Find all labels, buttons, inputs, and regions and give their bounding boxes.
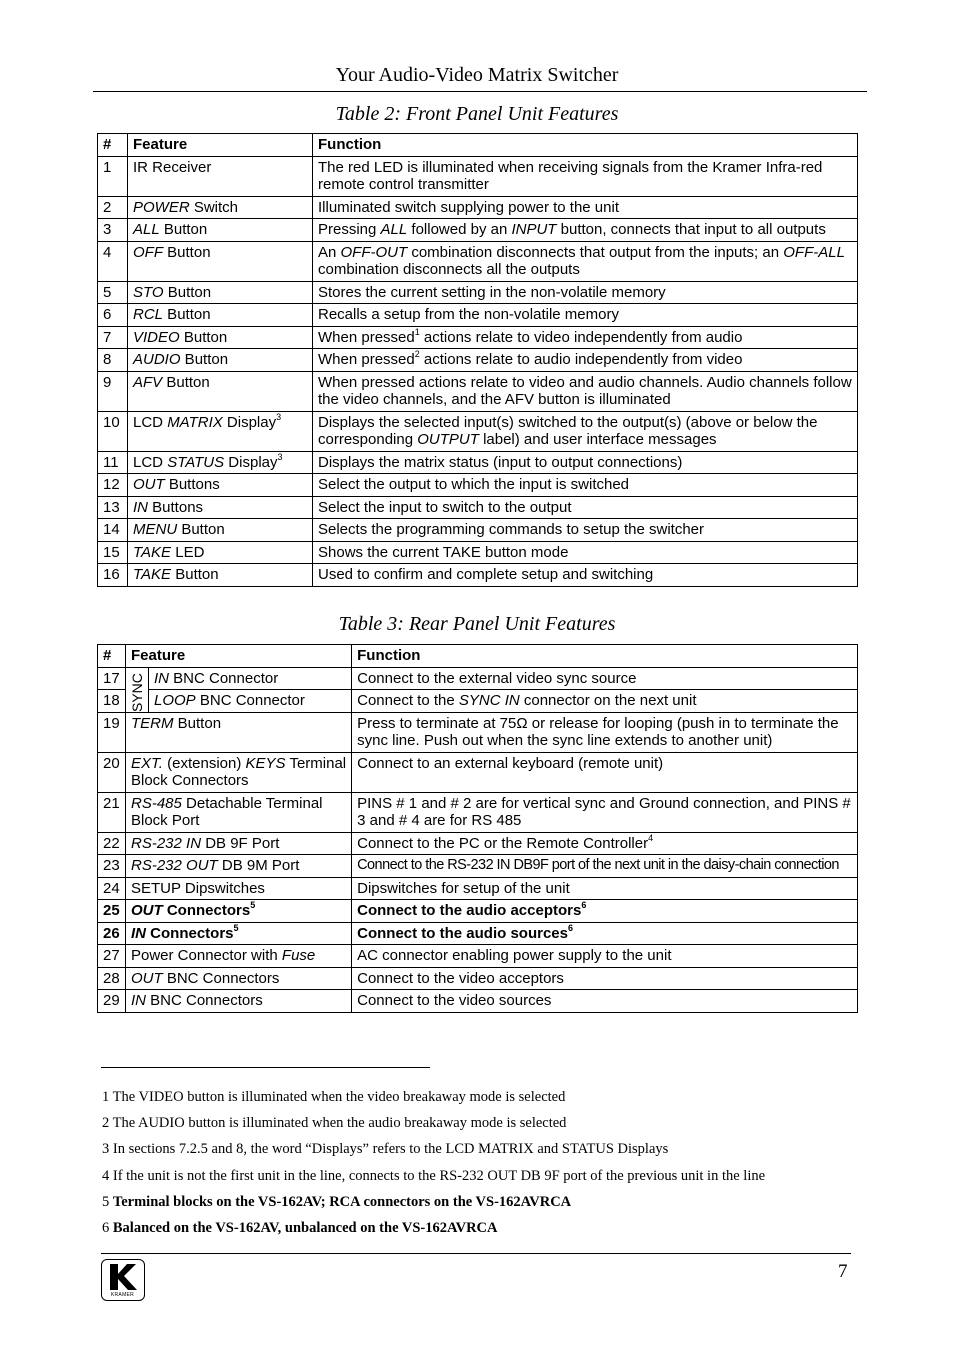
feature-text: Switch — [189, 198, 239, 216]
function-text: PINS # 1 and # 2 are for vertical sync and Ground connection, and PINS # 3 and # 4 are for RS 485 — [357, 794, 851, 829]
row-number: 22 — [98, 832, 126, 855]
feature-name: OUT — [131, 902, 163, 919]
function-text: An — [318, 243, 341, 261]
feature-name: POWER — [133, 198, 190, 216]
row-number: 2 — [98, 196, 128, 219]
feature-text: Button — [173, 714, 222, 732]
function-text: Select the output to which the input is switched — [318, 476, 630, 493]
footnote-number: 3 — [102, 1141, 110, 1157]
function-text: Connect to the external video sync source — [357, 669, 637, 687]
function-cell — [313, 219, 858, 242]
table-row — [98, 326, 858, 349]
function-emphasis: OUTPUT — [417, 431, 479, 448]
feature-cell — [128, 371, 313, 411]
function-text: The red LED is illuminated when receiving signals from the Kramer Infra-red remote control transmitter — [318, 158, 823, 193]
function-cell — [352, 900, 858, 923]
function-text: When pressed — [318, 328, 415, 346]
feature-text: Button — [177, 521, 225, 538]
footnote — [102, 1089, 565, 1106]
feature-cell — [149, 690, 352, 713]
function-text: Used to confirm and complete setup and switching — [318, 566, 654, 583]
function-emphasis: OFF-ALL — [783, 243, 845, 261]
feature-name: RS-232 IN — [131, 834, 202, 852]
feature-text: Power Connector with — [131, 947, 282, 964]
feature-text: Button — [171, 566, 219, 583]
feature-cell — [128, 474, 313, 497]
function-cell — [352, 667, 858, 690]
function-cell — [352, 990, 858, 1013]
feature-cell — [126, 792, 352, 832]
row-number: 19 — [98, 712, 126, 752]
feature-cell — [128, 349, 313, 372]
feature-text: DB 9M Port — [217, 857, 300, 874]
table-header-row — [98, 134, 858, 157]
feature-text: Terminal Block Connectors — [131, 754, 347, 789]
column-header-number: # — [98, 645, 126, 668]
function-cell — [313, 196, 858, 219]
feature-cell — [126, 990, 352, 1013]
footnote-text: The AUDIO button is illuminated when the audio breakaway mode is selected — [112, 1115, 567, 1131]
table-row — [98, 156, 858, 196]
table-row — [98, 196, 858, 219]
feature-name: ALL — [133, 221, 160, 238]
feature-text: BNC Connectors — [146, 992, 263, 1009]
function-text: Displays the selected input(s) switched to the output(s) (above or below the corresponding — [318, 413, 818, 448]
feature-name: AUDIO — [133, 351, 181, 368]
function-text: When pressed — [318, 351, 415, 368]
function-text: Connect to the PC or the Remote Controller — [357, 834, 649, 852]
feature-text: Button — [163, 243, 211, 261]
row-number: 17 — [98, 667, 126, 690]
table-row — [98, 752, 858, 792]
table-row — [98, 712, 858, 752]
feature-cell — [126, 832, 352, 855]
function-cell — [313, 451, 858, 474]
function-text: Pressing — [318, 221, 381, 238]
row-number: 14 — [98, 519, 128, 542]
table-row — [98, 690, 858, 713]
feature-name: OFF — [133, 243, 163, 261]
column-header-number: # — [98, 134, 128, 157]
feature-name: STO — [133, 283, 164, 301]
feature-cell — [128, 411, 313, 451]
feature-text: IR Receiver — [133, 158, 212, 176]
feature-cell — [128, 196, 313, 219]
table-row — [98, 564, 858, 587]
sync-label: SYNC — [129, 672, 145, 712]
function-text: followed by an — [407, 221, 512, 238]
feature-cell — [126, 945, 352, 968]
feature-text: BNC Connector — [169, 669, 279, 687]
feature-text: BNC Connectors — [162, 969, 280, 987]
row-number: 12 — [98, 474, 128, 497]
feature-cell — [126, 712, 352, 752]
kramer-logo — [101, 1259, 145, 1301]
feature-name: RS-485 — [131, 794, 182, 812]
function-cell — [352, 922, 858, 945]
feature-cell — [128, 326, 313, 349]
function-cell — [313, 541, 858, 564]
function-cell — [313, 241, 858, 281]
table-row — [98, 349, 858, 372]
function-text: Stores the current setting in the non-volatile memory — [318, 283, 666, 301]
table-row — [98, 541, 858, 564]
footnote-text: Terminal blocks on the VS-162AV; RCA connectors on the VS-162AVRCA — [112, 1194, 572, 1210]
row-number: 25 — [98, 900, 126, 923]
feature-text: Button — [179, 328, 228, 346]
feature-cell — [126, 855, 352, 878]
row-number: 23 — [98, 855, 126, 878]
column-header-feature: Feature — [126, 645, 352, 668]
function-cell — [313, 349, 858, 372]
row-number: 7 — [98, 326, 128, 349]
table-row — [98, 945, 858, 968]
column-header-function: Function — [352, 645, 858, 668]
feature-name: TERM — [131, 714, 174, 732]
feature-cell — [128, 496, 313, 519]
footnote-ref: 6 — [581, 900, 587, 910]
kramer-k-icon — [107, 1263, 139, 1291]
feature-cell — [126, 922, 352, 945]
feature-text: Button — [180, 351, 229, 368]
table-row — [98, 411, 858, 451]
function-text: Illuminated switch supplying power to the unit — [318, 198, 619, 216]
front-panel-features-table — [97, 133, 858, 587]
function-cell — [313, 496, 858, 519]
feature-name: EXT. — [131, 754, 163, 772]
footnote-ref: 6 — [567, 922, 573, 933]
function-text: AC connector enabling power supply to the unit — [357, 947, 672, 964]
feature-text: Button — [162, 373, 210, 391]
function-text: Connect to the — [357, 692, 459, 709]
feature-cell — [128, 451, 313, 474]
function-text: label) and user interface messages — [478, 431, 717, 448]
function-cell — [313, 371, 858, 411]
rear-panel-features-table — [97, 644, 858, 1013]
footnote-number: 5 — [102, 1194, 110, 1210]
footnote-number: 6 — [102, 1220, 110, 1236]
row-number: 21 — [98, 792, 126, 832]
function-text: Connect to the video sources — [357, 992, 552, 1009]
row-number: 6 — [98, 304, 128, 327]
row-number: 5 — [98, 281, 128, 304]
feature-text: Connectors — [162, 902, 251, 919]
row-number: 24 — [98, 877, 126, 900]
function-text: actions relate to video independently from audio — [419, 328, 743, 346]
feature-name: Fuse — [281, 947, 316, 964]
feature-name: MENU — [133, 521, 178, 538]
row-number: 27 — [98, 945, 126, 968]
row-number: 16 — [98, 564, 128, 587]
function-text: Connect to the audio sources — [357, 924, 568, 942]
feature-name: KEYS — [245, 754, 286, 772]
row-number: 29 — [98, 990, 126, 1013]
function-cell — [313, 474, 858, 497]
function-cell — [352, 752, 858, 792]
function-text: Displays the matrix status (input to output connections) — [318, 453, 683, 471]
footnote-ref: 3 — [276, 411, 282, 422]
table-row — [98, 990, 858, 1013]
feature-cell — [128, 219, 313, 242]
function-cell — [352, 832, 858, 855]
feature-name: LOOP — [154, 692, 196, 709]
function-cell — [352, 877, 858, 900]
table-row — [98, 451, 858, 474]
table-row — [98, 474, 858, 497]
table-row — [98, 855, 858, 878]
sync-group-cell — [126, 667, 149, 712]
function-emphasis: INPUT — [511, 221, 557, 238]
logo-wordmark: KRAMER — [110, 1292, 135, 1298]
row-number: 11 — [98, 451, 128, 474]
feature-text: Button — [159, 221, 208, 238]
function-text: Press to terminate at 75Ω or release for looping (push in to terminate the sync line. Push out when the sync line extends to another unit) — [357, 714, 839, 749]
feature-name: TAKE — [133, 566, 172, 583]
feature-cell — [128, 519, 313, 542]
table-row — [98, 967, 858, 990]
feature-name: RCL — [133, 306, 164, 323]
footnote-ref: 5 — [233, 922, 239, 933]
feature-cell — [126, 752, 352, 792]
function-text: combination disconnects all the outputs — [318, 261, 580, 278]
page-number: 7 — [838, 1261, 848, 1282]
feature-name: AFV — [133, 373, 163, 391]
footnote — [102, 1194, 571, 1211]
footnote-number: 1 — [102, 1089, 110, 1105]
table-row — [98, 667, 858, 690]
row-number: 10 — [98, 411, 128, 451]
row-number: 3 — [98, 219, 128, 242]
function-cell — [352, 967, 858, 990]
table-row — [98, 496, 858, 519]
footnote — [102, 1141, 668, 1158]
footnote-ref: 1 — [414, 326, 420, 337]
feature-name: VIDEO — [133, 328, 180, 346]
feature-cell — [128, 156, 313, 196]
footnote-ref: 2 — [414, 349, 420, 359]
feature-text: LCD — [133, 413, 168, 431]
column-header-feature: Feature — [128, 134, 313, 157]
table-row — [98, 371, 858, 411]
feature-name: OUT — [131, 969, 163, 987]
row-number: 15 — [98, 541, 128, 564]
row-number: 26 — [98, 922, 126, 945]
function-cell — [313, 519, 858, 542]
footnote-separator — [101, 1067, 430, 1068]
feature-cell — [126, 967, 352, 990]
table-row — [98, 219, 858, 242]
function-cell — [313, 564, 858, 587]
feature-text: LED — [171, 543, 205, 561]
function-text: Connect to the RS-232 IN DB9F port of the next unit in the daisy-chain connection — [357, 857, 839, 873]
footnote-text: If the unit is not the first unit in the line, connects to the RS-232 OUT DB 9F port of the previous unit in the line — [112, 1168, 766, 1184]
footnote-text: The VIDEO button is illuminated when the video breakaway mode is selected — [112, 1089, 566, 1105]
feature-name: MATRIX — [167, 413, 223, 431]
feature-text: Connectors — [146, 924, 234, 942]
feature-cell — [149, 667, 352, 690]
feature-text: Buttons — [148, 498, 204, 516]
function-cell — [313, 326, 858, 349]
feature-text: BNC Connector — [195, 692, 305, 709]
function-cell — [352, 792, 858, 832]
feature-text: SETUP Dipswitches — [131, 879, 265, 897]
table3-caption: Table 3: Rear Panel Unit Features — [338, 613, 616, 635]
feature-cell — [128, 304, 313, 327]
table-row — [98, 900, 858, 923]
footer-rule — [101, 1253, 851, 1254]
function-cell — [313, 281, 858, 304]
function-cell — [313, 411, 858, 451]
feature-cell — [128, 541, 313, 564]
row-number: 13 — [98, 496, 128, 519]
feature-name: IN — [154, 669, 169, 687]
feature-text: Buttons — [164, 476, 220, 493]
function-cell — [352, 712, 858, 752]
table2-caption: Table 2: Front Panel Unit Features — [335, 103, 619, 125]
page-header-title: Your Audio-Video Matrix Switcher — [335, 64, 619, 86]
function-cell — [313, 304, 858, 327]
feature-cell — [126, 900, 352, 923]
feature-text: Button — [163, 306, 211, 323]
feature-name: TAKE — [133, 543, 172, 561]
function-text: Connect to the video acceptors — [357, 969, 564, 987]
footnote-text: Balanced on the VS-162AV, unbalanced on the VS-162AVRCA — [112, 1220, 498, 1236]
row-number: 4 — [98, 241, 128, 281]
header-rule — [93, 91, 867, 92]
function-text: Recalls a setup from the non-volatile memory — [318, 306, 619, 323]
function-text: connector on the next unit — [519, 692, 697, 709]
feature-text: Button — [163, 283, 212, 301]
feature-name: RS-232 OUT — [131, 857, 218, 874]
table-row — [98, 304, 858, 327]
row-number: 20 — [98, 752, 126, 792]
function-emphasis: OFF-OUT — [340, 243, 408, 261]
feature-name: IN — [133, 498, 148, 516]
function-text: Select the input to switch to the output — [318, 498, 572, 516]
function-text: Selects the programming commands to setup the switcher — [318, 521, 705, 538]
feature-name: IN — [131, 992, 146, 1009]
feature-cell — [128, 241, 313, 281]
table-row — [98, 877, 858, 900]
feature-name: IN — [131, 924, 146, 942]
function-cell — [352, 690, 858, 713]
table-row — [98, 922, 858, 945]
table-row — [98, 241, 858, 281]
function-cell — [313, 156, 858, 196]
footnote-number: 2 — [102, 1115, 110, 1131]
function-text: combination disconnects that output from the inputs; an — [407, 243, 784, 261]
footnote — [102, 1115, 566, 1132]
feature-text: Detachable Terminal Block Port — [131, 794, 323, 829]
row-number: 28 — [98, 967, 126, 990]
feature-name: OUT — [133, 476, 165, 493]
function-emphasis: ALL — [380, 221, 408, 238]
footnote — [102, 1168, 765, 1185]
feature-cell — [128, 564, 313, 587]
feature-text: Display — [224, 453, 278, 471]
footnote-text: In sections 7.2.5 and 8, the word “Displays” refers to the LCD MATRIX and STATUS Displays — [112, 1141, 669, 1157]
function-text: button, connects that input to all outputs — [556, 221, 826, 238]
function-cell — [352, 945, 858, 968]
table-row — [98, 792, 858, 832]
function-emphasis: SYNC IN — [458, 692, 520, 709]
row-number: 8 — [98, 349, 128, 372]
feature-text: (extension) — [162, 754, 246, 772]
feature-cell — [126, 877, 352, 900]
feature-cell — [128, 281, 313, 304]
feature-name: STATUS — [167, 453, 225, 471]
table-row — [98, 281, 858, 304]
table-row — [98, 519, 858, 542]
footnote-ref: 4 — [648, 832, 654, 843]
feature-text: LCD — [133, 453, 168, 471]
function-text: Connect to the audio acceptors — [357, 902, 582, 919]
footnote-number: 4 — [102, 1168, 110, 1184]
function-cell — [352, 855, 858, 878]
function-text: Dipswitches for setup of the unit — [357, 879, 570, 897]
feature-text: Display — [222, 413, 277, 431]
feature-text: DB 9F Port — [201, 834, 280, 852]
table-row — [98, 832, 858, 855]
footnote — [102, 1220, 497, 1237]
column-header-function: Function — [313, 134, 858, 157]
function-text: When pressed actions relate to video and audio channels. Audio channels follow the video channels, and the AFV button is illuminated — [318, 373, 852, 408]
sync-label-wrap — [129, 669, 169, 712]
table-header-row — [98, 645, 858, 668]
function-text: actions relate to audio independently from video — [419, 351, 743, 368]
function-text: Connect to an external keyboard (remote unit) — [357, 754, 664, 772]
row-number: 18 — [98, 690, 126, 713]
row-number: 1 — [98, 156, 128, 196]
footnote-ref: 5 — [250, 900, 256, 910]
footnote-ref: 3 — [277, 451, 283, 462]
function-text: Shows the current TAKE button mode — [318, 543, 569, 561]
row-number: 9 — [98, 371, 128, 411]
